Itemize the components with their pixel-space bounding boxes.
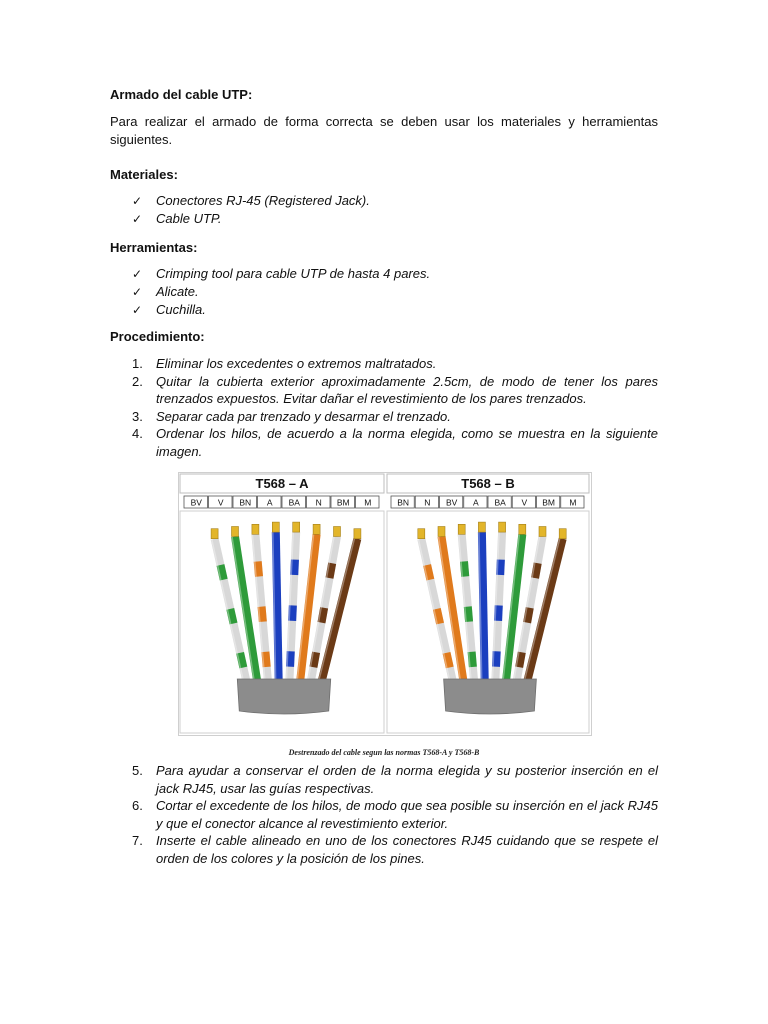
check-icon: ✓ bbox=[132, 285, 143, 299]
check-icon: ✓ bbox=[132, 267, 143, 281]
list-item: 7. Inserte el cable alineado en uno de los conectores RJ45 cuidando que se respete el orden de los colores y la posición de los pines. bbox=[132, 833, 658, 866]
panel-a-codes bbox=[184, 496, 379, 508]
check-icon: ✓ bbox=[132, 212, 143, 226]
list-item: 6. Cortar el excedente de los hilos, de modo que sea posible su inserción en el jack RJ45 y que el conector alcance al revestimiento exterior. bbox=[132, 798, 658, 831]
code-label: BA bbox=[494, 497, 506, 508]
figure-caption: Destrenzado del cable segun las normas T568-A y T568-B bbox=[288, 748, 480, 757]
cable-jacket bbox=[444, 679, 537, 714]
check-icon: ✓ bbox=[132, 303, 143, 317]
cable-jacket bbox=[237, 679, 330, 714]
list-item: ✓ Crimping tool para cable UTP de hasta 4 pares. bbox=[132, 266, 431, 281]
code-label: A bbox=[266, 497, 273, 508]
list-item: 5. Para ayudar a conservar el orden de la norma elegida y su posterior inserción en el jack RJ45, usar las guías respectivas. bbox=[132, 763, 658, 796]
list-item: 4. Ordenar los hilos, de acuerdo a la norma elegida, como se muestra en la siguiente imagen. bbox=[132, 426, 658, 459]
list-item: 1. Eliminar los excedentes o extremos maltratados. bbox=[132, 356, 437, 371]
code-label: BV bbox=[190, 497, 202, 508]
list-item: ✓ Cuchilla. bbox=[132, 302, 206, 317]
code-label: BV bbox=[445, 497, 458, 508]
check-icon: ✓ bbox=[132, 194, 143, 208]
code-label: N bbox=[315, 497, 322, 508]
materials-list bbox=[110, 192, 658, 228]
doc-heading: Armado del cable UTP: bbox=[110, 87, 253, 102]
code-label: N bbox=[424, 497, 431, 508]
list-item: 3. Separar cada par trenzado y desarmar el trenzado. bbox=[132, 408, 451, 424]
tools-list bbox=[110, 265, 658, 319]
panel-b-codes bbox=[391, 496, 584, 508]
code-label: V bbox=[521, 497, 528, 508]
list-item: ✓ Conectores RJ-45 (Registered Jack). bbox=[132, 193, 370, 208]
code-label: M bbox=[569, 497, 577, 508]
procedure-list-part2 bbox=[110, 762, 658, 867]
code-label: BA bbox=[288, 497, 300, 508]
tools-title: Herramientas: bbox=[110, 240, 198, 255]
panel-a-title: T568 – A bbox=[255, 476, 309, 491]
procedure-title: Procedimiento: bbox=[110, 329, 205, 344]
list-item: ✓ Cable UTP. bbox=[132, 211, 222, 226]
code-label: BM bbox=[336, 497, 350, 508]
materials-title: Materiales: bbox=[110, 167, 178, 182]
code-label: BM bbox=[542, 497, 555, 508]
procedure-list-part1 bbox=[110, 355, 658, 460]
code-label: V bbox=[217, 497, 224, 508]
code-label: A bbox=[473, 497, 479, 508]
wiring-diagram bbox=[179, 473, 591, 735]
list-item: ✓ Alicate. bbox=[132, 284, 199, 299]
code-label: BN bbox=[397, 497, 410, 508]
intro-paragraph: Para realizar el armado de forma correcta se deben usar los materiales y herramientas siguientes. bbox=[110, 114, 658, 147]
panel-b-title: T568 – B bbox=[461, 476, 515, 491]
utp-wiring-figure bbox=[178, 472, 592, 736]
code-label: BN bbox=[239, 497, 252, 508]
list-item: 2. Quitar la cubierta exterior aproximadamente 2.5cm, de modo de tener los pares trenzados expuestos. Evitar dañar el revestimiento de los pares trenzados. bbox=[132, 373, 658, 406]
code-label: M bbox=[364, 497, 372, 508]
